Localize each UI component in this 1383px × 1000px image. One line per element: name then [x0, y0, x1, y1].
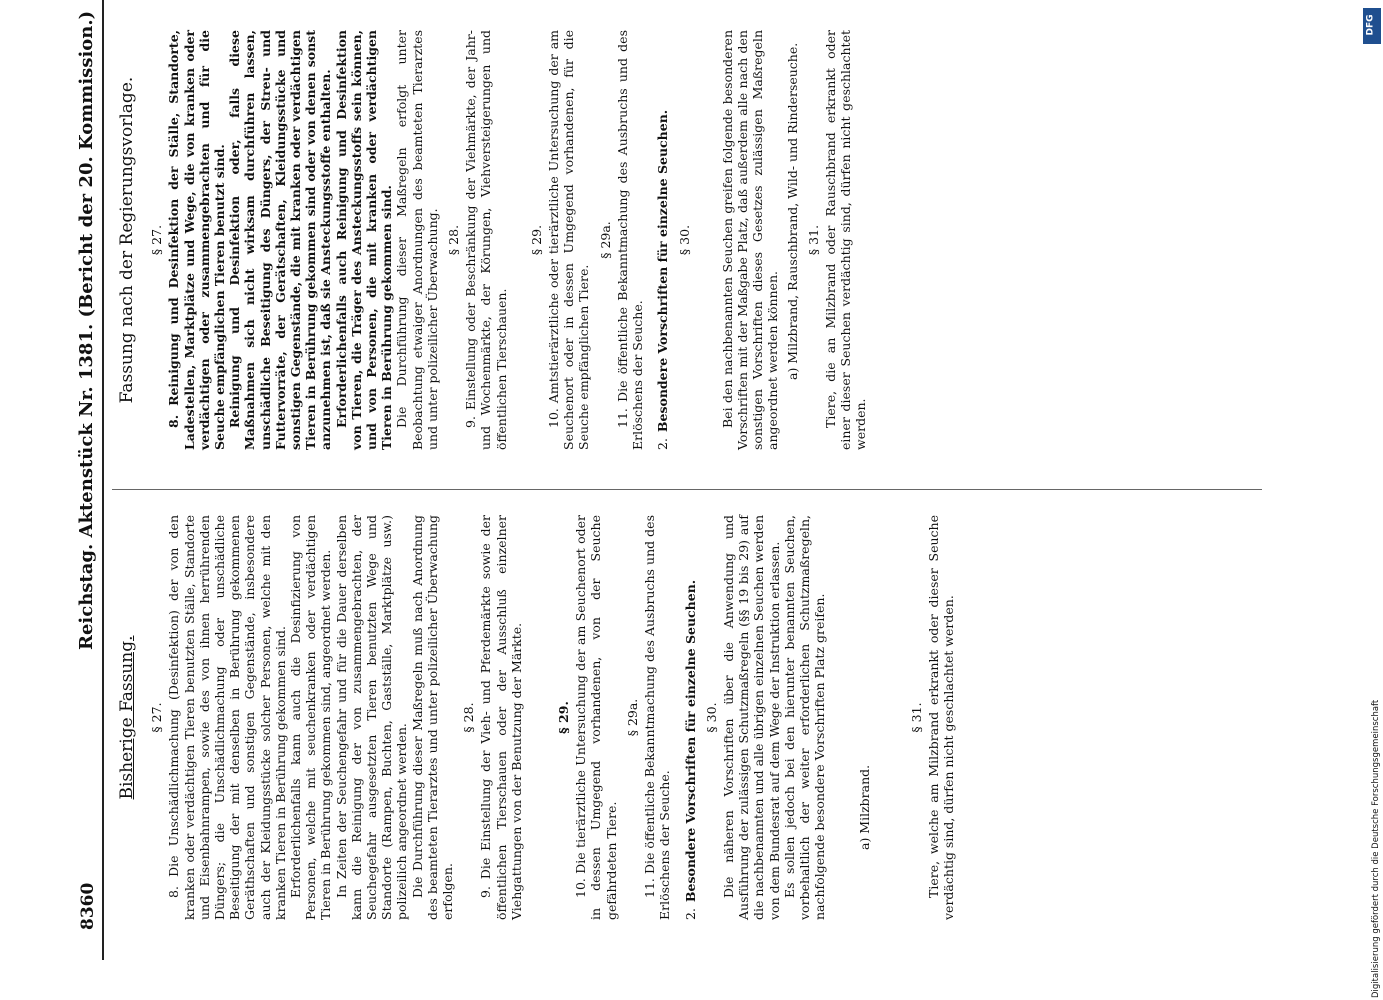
left-subheading-2 — [683, 515, 698, 920]
left-item-8: 8. Die Unschädlichmachung (Desinfektion) der von den kranken oder verdächtigen Tieren benutzten Ställe, Standorte und Eisenbahnrampen, sowie des von ihnen herrührenden Düngers; die Unschädlichmachung oder unschädliche Beseitigung der mit denselben in Berührung gekommenen Geräthschaften und sonstigen Gegenstände, insbesondere auch der Kleidungsstücke solcher Personen, welche mit den kranken Tieren in Berührung gekommen sind. — [166, 515, 288, 920]
section-27: § 27. — [149, 224, 165, 256]
right-item-11: 11. Die öffentliche Bekanntmachung des Ausbruchs und des Erlöschens der Seuche. — [614, 30, 646, 450]
section-29: § 29. — [556, 701, 572, 734]
right-item-10: 10. Amtstierärztliche oder tierärztliche Untersuchung der am Seuchenort oder in dessen Umgegend vorhandenen, für die Seuche empfänglichen Tiere. — [546, 30, 592, 450]
section-30: § 30. — [676, 224, 692, 256]
right-item-a: a) Milzbrand, Rauschbrand, Wild- und Rinderseuche. — [784, 42, 800, 380]
digitization-note-text: Digitalisierung gefördert durch die Deutsche Forschungsgemeinschaft — [1371, 699, 1381, 998]
section-29a: § 29a. — [597, 221, 613, 259]
digitization-note — [1361, 10, 1383, 1000]
left-item-10: 10. Die tierärztliche Untersuchung der am Seuchenort oder in dessen Umgegend vorhandenen, von der Seuche gefährdeten Tiere. — [573, 515, 619, 920]
right-column-heading: Fassung nach der Regierungsvorlage. — [117, 76, 137, 404]
right-subheading-text: Besondere Vorschriften für einzelne Seuchen. — [655, 109, 671, 433]
right-item-8-d: Die Durchführung dieser Maßregeln erfolgt unter Beobachtung etwaiger Anordnungen des beamteten Tierarztes und unter polizeilicher Überwachung. — [394, 30, 440, 450]
right-subheading-number: 2. — [655, 438, 671, 450]
right-par-30: Bei den nachbenannten Seuchen greifen folgende besonderen Vorschriften mit der Maßgabe Platz, daß außerdem alle nach den sonstigen Vorschriften dieses Gesetzes zulässigen Maßregeln angeordnet werden können. — [719, 30, 781, 450]
left-subheading-number: 2. — [682, 908, 698, 920]
left-subheading-text: Besondere Vorschriften für einzelne Seuchen. — [682, 579, 698, 903]
section-31: § 31. — [805, 224, 821, 256]
left-item-8-d: Die Durchführung dieser Maßregeln muß nach Anordnung des beamteten Tierarztes und unter polizeilicher Überwachung erfolgen. — [409, 515, 456, 920]
page-number: 8360 — [78, 882, 98, 930]
header-title: Reichstag. Aktenstück Nr. 1381. (Bericht der 20. Kommission.) — [76, 10, 97, 650]
left-par-30-b: Es sollen jedoch bei den hierunter benannten Seuchen, vorbehaltlich der weiter erforderlichen Schutzmaßregeln, nachfolgende besondere Vorschriften Platz greifen. — [781, 515, 828, 920]
left-par-30: Die näheren Vorschriften über die Anwendung und Ausführung der zulässigen Schutzmaßregeln (§§ 19 bis 29) auf die nachbenannten und alle übrigen einzelnen Seuchen werden von dem Bundesrat auf dem Wege der Instruktion erlassen. — [720, 515, 782, 920]
right-par-31: Tiere, die an Milzbrand oder Rauschbrand erkrankt oder einer dieser Seuchen verdächtig sind, dürfen nicht geschlachtet werden. — [822, 30, 869, 450]
left-par-31: Tiere, welche am Milzbrand erkrankt oder dieser Seuche verdächtig sind, dürfen nicht geschlachtet werden. — [925, 515, 956, 920]
left-column — [112, 515, 956, 920]
right-item-8-b: Reinigung und Desinfektion oder, falls diese Maßnahmen sich nicht wirksam durchführen lassen, unschädliche Beseitigung des Düngers, der Streu- und Futtervorräte, der Gerätschaften, Kleidungsstücke und sonstigen Gegenstände, die mit kranken oder verdächtigen Tieren in Berührung gekommen sind oder von denen sonst anzunehmen ist, daß sie Ansteckungsstoffe enthalten. — [227, 30, 334, 450]
dfg-logo — [1363, 8, 1381, 44]
left-item-9: 9. Die Einstellung der Vieh- und Pferdemärkte sowie der öffentlichen Tierschauen oder der Ausschluß einzelner Viehgattungen von der Benutzung der Märkte. — [478, 515, 524, 920]
left-item-8-b: Erforderlichenfalls kann auch die Desinfizierung von Personen, welche mit seuchenkranken oder verdächtigen Tieren in Berührung gekommen sind, angeordnet werden. — [288, 515, 334, 920]
section-29a: § 29a. — [624, 698, 640, 737]
right-item-9: 9. Einstellung oder Beschränkung der Viehmärkte, der Jahr- und Wochenmärkte, der Körungen, Viehversteigerungen und öffentlichen Tierschauen. — [463, 30, 509, 450]
right-item-8-c: Erforderlichenfalls auch Reinigung und Desinfektion von Tieren, die Träger des Ansteckungsstoffs sein können, und von Personen, die mit kranken oder verdächtigen Tieren in Berührung gekommen sind. — [333, 30, 395, 450]
left-column-heading: Bisherige Fassung. — [117, 635, 137, 800]
left-item-a: a) Milzbrand. — [857, 764, 873, 850]
section-30: § 30. — [703, 702, 719, 733]
dfg-logo-text: DFG — [1365, 14, 1376, 36]
column-divider — [112, 489, 1262, 490]
right-subheading-2 — [655, 30, 670, 450]
page-header — [72, 0, 104, 960]
rotated-page — [20, 0, 1383, 960]
left-item-11: 11. Die öffentliche Bekanntmachung des Ausbruchs und des Erlöschens der Seuche. — [642, 515, 673, 920]
right-item-8: 8. Reinigung und Desinfektion der Ställe, Standorte, Ladestellen, Marktplätze und Wege, die von kranken oder verdächtigen oder zusammengebrachten und für die Seuche empfänglichen Tieren benutzt sind. — [166, 30, 228, 450]
section-28: § 28. — [461, 702, 477, 733]
right-column — [112, 30, 869, 450]
section-28: § 28. — [446, 224, 462, 256]
section-31: § 31. — [908, 702, 924, 733]
section-27: § 27. — [149, 702, 165, 733]
left-item-8-c: In Zeiten der Seuchengefahr und für die Dauer derselben kann die Reinigung der von zusammengebrachten, der Seuchegefahr ausgesetzten Tieren benutzten Wege und Standorte (Rampen, Buchten, Gastställe, Marktplätze usw.) polizeilich angeordnet werden. — [333, 515, 410, 920]
section-29: § 29. — [528, 224, 544, 256]
